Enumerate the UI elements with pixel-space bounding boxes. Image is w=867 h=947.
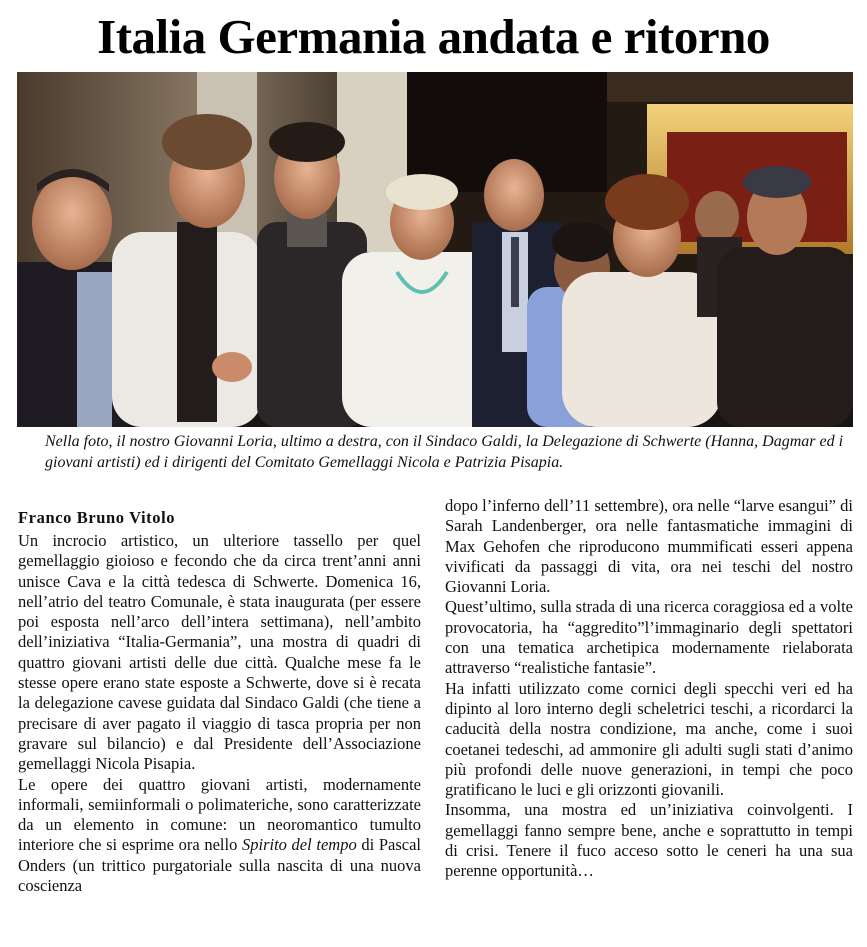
group-photo (17, 72, 853, 427)
author-byline: Franco Bruno Vitolo (18, 508, 176, 527)
article-column-right (445, 496, 853, 882)
paragraph: dopo l’inferno dell’11 settembre), ora nelle “larve esangui” di Sarah Landenberger, ora nelle fantasmatiche immagini di Max Gehofen che riproducono mummificati esseri appena vivificati da passaggi di vita, ora nei teschi del nostro Giovanni Loria. (445, 496, 853, 597)
article-column-left (18, 531, 421, 896)
paragraph: Ha infatti utilizzato come cornici degli specchi veri ed ha dipinto al loro interno degli scheletrici teschi, a ricordarci la caducità della nostra condizione, ma anche, come i suoi coetanei tedeschi, ad ammonire gli adulti sugli stati d’animo più profondi delle nuove generazioni, in tempi che poco gratificano le luci e gli orizzonti giovanili. (445, 678, 853, 800)
paragraph: Un incrocio artistico, un ulteriore tassello per quel gemellaggio gioioso e fecondo che da circa trent’anni anni unisce Cava e la città tedesca di Schwerte. Domenica 16, nell’atrio del teatro Comunale, è stata inaugurata (per essere poi esposta nell’arco dell’intera settimana), nell’ambito dell’iniziativa “Italia-Germania”, una mostra di quadri di quattro giovani artisti delle due città. Qualche mese fa le stesse opere erano state esposte a Schwerte, dove si è recata la delegazione cavese guidata dal Sindaco Galdi (che tiene a precisare di aver pagato il viaggio di tasca propria per non gravare sul bilancio) e dal Presidente dell’Associazione gemellaggi Nicola Pisapia. (18, 531, 421, 774)
paragraph: Quest’ultimo, sulla strada di una ricerca coraggiosa ed a volte provocatoria, ha “aggredito”l’immaginario degli spettatori con una tematica archetipica modernamente rielaborata attraverso “realistiche fantasie”. (445, 597, 853, 678)
paragraph: Insomma, una mostra ed un’iniziativa coinvolgenti. I gemellaggi fanno sempre bene, anche e soprattutto in tempi di crisi. Tenere il fuco acceso sotto le ceneri ha una sua perenne opportunità… (445, 800, 853, 881)
artwork-title: Spirito del tempo (241, 835, 357, 855)
article-headline: Italia Germania andata e ritorno (97, 9, 770, 64)
paragraph: Le opere dei quattro giovani artisti, modernamente informali, semiinformali o polimateriche, sono caratterizzate da un elemento in comune: un neoromantico tumulto interiore che si esprime ora nello Spirito del tempo di Pascal Onders (un trittico purgatoriale sulla nascita di una nuova coscienza (18, 774, 421, 896)
photo-caption: Nella foto, il nostro Giovanni Loria, ultimo a destra, con il Sindaco Galdi, la Delegazione di Schwerte (Hanna, Dagmar ed i giovani artisti) ed i dirigenti del Comitato Gemellaggi Nicola e Patrizia Pisapia. (45, 433, 844, 471)
